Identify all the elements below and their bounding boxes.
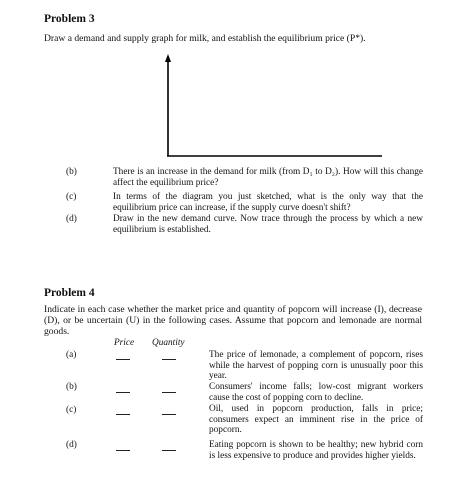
p4-b-price-blank[interactable] [116, 392, 130, 393]
quantity-column-header: Quantity [152, 338, 185, 348]
axes-svg [162, 52, 384, 160]
p4-item-b-label: (b) [66, 382, 77, 392]
p4-c-quantity-blank[interactable] [162, 414, 176, 415]
p4-item-c-text: Oil, used in popcorn production, falls in price; consumers expect an imminent rise in the price of popcorn. [209, 404, 423, 436]
p4-a-quantity-blank[interactable] [162, 359, 176, 360]
p4-c-price-blank[interactable] [116, 414, 130, 415]
p4-d-quantity-blank[interactable] [162, 450, 176, 451]
p4-item-a-text: The price of lemonade, a complement of popcorn, rises while the harvest of popping corn is unusually poor this year. [209, 350, 423, 382]
problem3-title: Problem 3 [44, 13, 95, 25]
p3-item-b-label: (b) [66, 167, 77, 177]
p4-item-c-label: (c) [66, 405, 77, 415]
p3-item-b-text: There is an increase in the demand for milk (from D₁ to D₂). How will this change affect the equilibrium price? [113, 167, 423, 188]
price-column-header: Price [114, 338, 135, 348]
problem4-title: Problem 4 [44, 287, 95, 299]
p4-item-d-text: Eating popcorn is shown to be healthy; new hybrid corn is less expensive to produce and provides higher yields. [209, 440, 423, 461]
p4-b-quantity-blank[interactable] [162, 392, 176, 393]
p4-d-price-blank[interactable] [116, 450, 130, 451]
p3-item-c-text: In terms of the diagram you just sketched, what is the only way that the equilibrium price can increase, if the supply curve doesn't shift? [113, 192, 423, 213]
problem4-instruction: Indicate in each case whether the market price and quantity of popcorn will increase (I), decrease (D), or be uncertain (U) in the following cases. Assume that popcorn and lemonade are normal goods. [44, 304, 422, 338]
p3-item-d-label: (d) [66, 214, 77, 224]
p4-item-a-label: (a) [66, 350, 77, 360]
p3-item-c-label: (c) [66, 192, 77, 202]
p4-item-b-text: Consumers' income falls; low-cost migrant workers cause the cost of popping corn to decline. [209, 382, 423, 403]
p4-a-price-blank[interactable] [116, 359, 130, 360]
supply-demand-axes [162, 52, 384, 160]
p3-item-d-text: Draw in the new demand curve. Now trace through the process by which a new equilibrium is established. [113, 214, 423, 235]
problem3-instruction: Draw a demand and supply graph for milk, and establish the equilibrium price (P*). [44, 33, 366, 44]
p4-item-d-label: (d) [66, 440, 77, 450]
